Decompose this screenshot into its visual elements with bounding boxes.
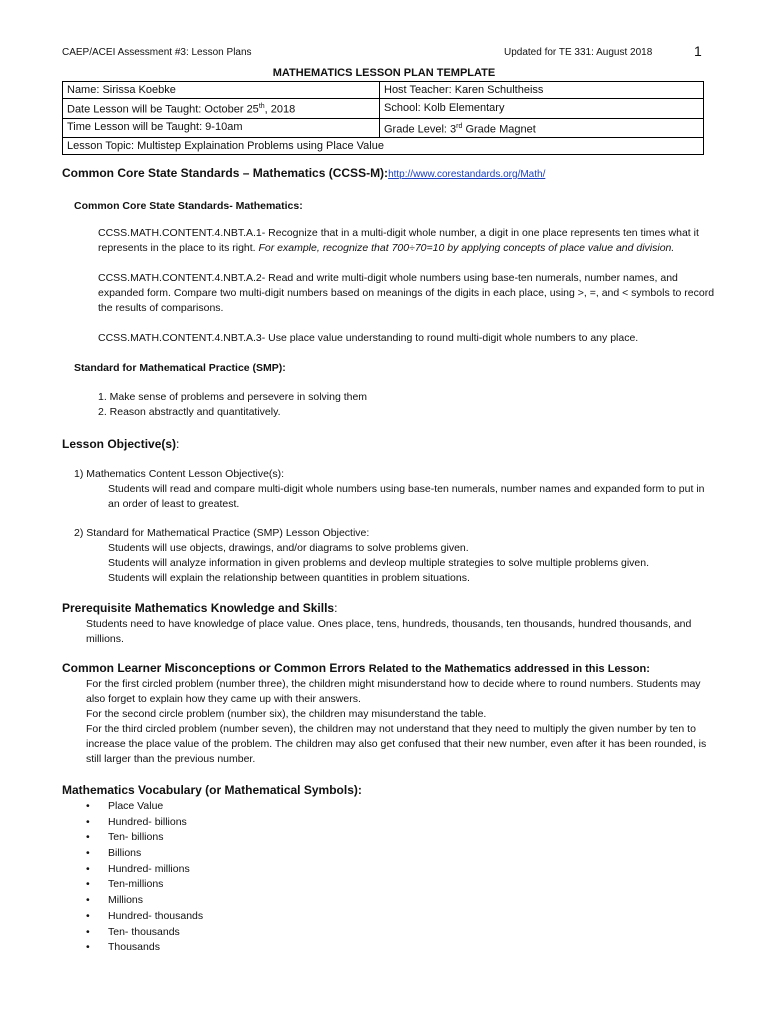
grade-cell [380, 118, 704, 138]
header-right: Updated for TE 331: August 2018 [504, 47, 653, 58]
bullet-icon: • [86, 800, 90, 812]
standard-2-line-1: CCSS.MATH.CONTENT.4.NBT.A.2- Read and write multi-digit whole numbers using base-ten numerals, number names, and [98, 272, 678, 284]
ccss-heading-text: Common Core State Standards – Mathematics (CCSS-M): [62, 166, 389, 180]
misconceptions-body [86, 677, 706, 767]
content-objective [108, 482, 705, 512]
list-item [86, 862, 203, 878]
ccss-subheading: Common Core State Standards- Mathematics: [74, 200, 303, 212]
vocab-term: Ten- billions [108, 831, 164, 844]
smp-objective [108, 541, 649, 586]
misconceptions-heading [62, 661, 650, 675]
objectives-colon: : [176, 437, 180, 451]
vocab-term: Hundred- billions [108, 815, 187, 828]
list-item [86, 893, 203, 909]
table-row [63, 138, 704, 155]
standard-1-example: For example, recognize that 700÷70=10 by applying concepts of place value and division. [258, 242, 675, 254]
content-objective-line-2: an order of least to greatest. [108, 498, 240, 510]
time-cell: Time Lesson will be Taught: 9-10am [63, 118, 380, 138]
vocab-term: Billions [108, 847, 142, 860]
bullet-icon: • [86, 815, 90, 828]
vocab-term: Hundred- thousands [108, 909, 204, 922]
list-item: 2. Reason abstractly and quantitatively. [98, 406, 281, 418]
prereq-body [86, 617, 691, 647]
smp-objective-line-1: Students will use objects, drawings, and/or diagrams to solve problems given. [108, 542, 469, 554]
misconception-line-5: increase the place value of the problem. The children may also get confused that their new number, even after it has been rounded, is [86, 738, 707, 750]
list-item [86, 877, 203, 893]
bullet-icon: • [86, 909, 90, 922]
list-item [86, 830, 203, 846]
list-item [86, 925, 203, 941]
standard-2 [98, 271, 714, 316]
list-item [86, 815, 203, 831]
date-sup: th [258, 103, 265, 110]
vocab-term: Ten-millions [108, 878, 164, 891]
standard-1-plain: represents in the place to its right. [98, 242, 259, 254]
bullet-icon: • [86, 831, 90, 844]
topic-cell: Lesson Topic: Multistep Explaination Problems using Place Value [63, 138, 704, 155]
vocab-term: Thousands [108, 941, 160, 954]
smp-list [98, 390, 367, 420]
date-cell [63, 99, 380, 119]
content-objective-line-1: Students will read and compare multi-digit whole numbers using base-ten numerals, number names and expanded form to put in [108, 483, 705, 495]
prereq-heading [62, 601, 337, 615]
prereq-line-2: millions. [86, 633, 124, 645]
vocab-heading: Mathematics Vocabulary (or Mathematical Symbols): [62, 783, 362, 797]
list-item [86, 846, 203, 862]
misconception-line-2: also forget to explain how they came up with their answers. [86, 693, 361, 705]
list-item [86, 909, 203, 925]
vocab-term: Hundred- millions [108, 862, 190, 875]
list-item [86, 940, 203, 956]
ccss-link[interactable]: http://www.corestandards.org/Math/ [388, 169, 546, 180]
bullet-icon: • [86, 878, 90, 891]
misconceptions-heading-a: Common Learner Misconceptions or Common Errors [62, 661, 369, 675]
misconception-line-6: still larger than the previous number. [86, 753, 256, 765]
vocab-term: Millions [108, 894, 144, 907]
standard-1-line-2 [98, 241, 699, 256]
bullet-icon: • [86, 925, 90, 938]
school-cell: School: Kolb Elementary [380, 99, 704, 119]
misconception-line-3: For the second circle problem (number six), the children may misunderstand the table. [86, 708, 487, 720]
name-cell: Name: Sirissa Koebke [63, 82, 380, 99]
page-title: MATHEMATICS LESSON PLAN TEMPLATE [272, 67, 496, 79]
misconceptions-heading-b: Related to the Mathematics addressed in this Lesson: [368, 663, 650, 675]
standard-2-line-2: expanded form. Compare two multi-digit numbers based on meanings of the digits in each place, using >, =, and < symbols to record [98, 287, 715, 299]
bullet-icon: • [86, 894, 90, 907]
misconception-line-1: For the first circled problem (number three), the children might misunderstand how to decide where to round numbers. Students may [86, 678, 701, 690]
table-row [63, 118, 704, 138]
grade-suffix: Grade Magnet [462, 123, 536, 136]
date-text: Date Lesson will be Taught: October 25 [67, 103, 259, 116]
standard-1-line-1: CCSS.MATH.CONTENT.4.NBT.A.1- Recognize that in a multi-digit whole number, a digit in one place represents ten times what it [98, 227, 699, 239]
header-left: CAEP/ACEI Assessment #3: Lesson Plans [62, 47, 252, 58]
vocab-term: Place Value [108, 800, 164, 812]
lesson-info-table [62, 81, 704, 155]
ccss-heading [62, 166, 545, 180]
smp-heading: Standard for Mathematical Practice (SMP): [74, 362, 286, 374]
page-number: 1 [694, 43, 702, 59]
smp-objective-label: 2) Standard for Mathematical Practice (SMP) Lesson Objective: [74, 527, 370, 539]
list-item [86, 799, 203, 815]
prereq-line-1: Students need to have knowledge of place value. Ones place, tens, hundreds, thousands, ten thousands, hundred thousands, and [86, 618, 692, 630]
standard-3: CCSS.MATH.CONTENT.4.NBT.A.3- Use place value understanding to round multi-digit whole numbers to any place. [98, 332, 639, 344]
vocab-term: Ten- thousands [108, 925, 180, 938]
table-row [63, 99, 704, 119]
bullet-icon: • [86, 941, 90, 954]
smp-objective-line-3: Students will explain the relationship between quantities in problem situations. [108, 572, 470, 584]
table-row [63, 82, 704, 99]
standard-1 [98, 226, 699, 256]
grade-text: Grade Level: 3 [384, 123, 457, 136]
prereq-heading-text: Prerequisite Mathematics Knowledge and Skills [62, 601, 335, 615]
misconception-line-4: For the third circled problem (number seven), the children may not understand that they need to multiply the given number by ten to [86, 723, 696, 735]
standard-2-line-3: the results of comparisons. [98, 302, 224, 314]
grade-sup: rd [456, 122, 463, 130]
objectives-heading [62, 437, 179, 451]
content-objective-label: 1) Mathematics Content Lesson Objective(s): [74, 468, 285, 480]
prereq-colon: : [334, 601, 338, 615]
date-year: , 2018 [264, 103, 296, 116]
smp-objective-line-2: Students will analyze information in given problems and devleop multiple strategies to solve multiple problems given. [108, 557, 650, 569]
host-teacher-cell: Host Teacher: Karen Schultheiss [380, 82, 704, 99]
objectives-heading-text: Lesson Objective(s) [62, 437, 177, 451]
bullet-icon: • [86, 862, 90, 875]
bullet-icon: • [86, 847, 90, 860]
vocab-list [86, 799, 203, 956]
list-item: 1. Make sense of problems and persevere in solving them [98, 391, 368, 403]
